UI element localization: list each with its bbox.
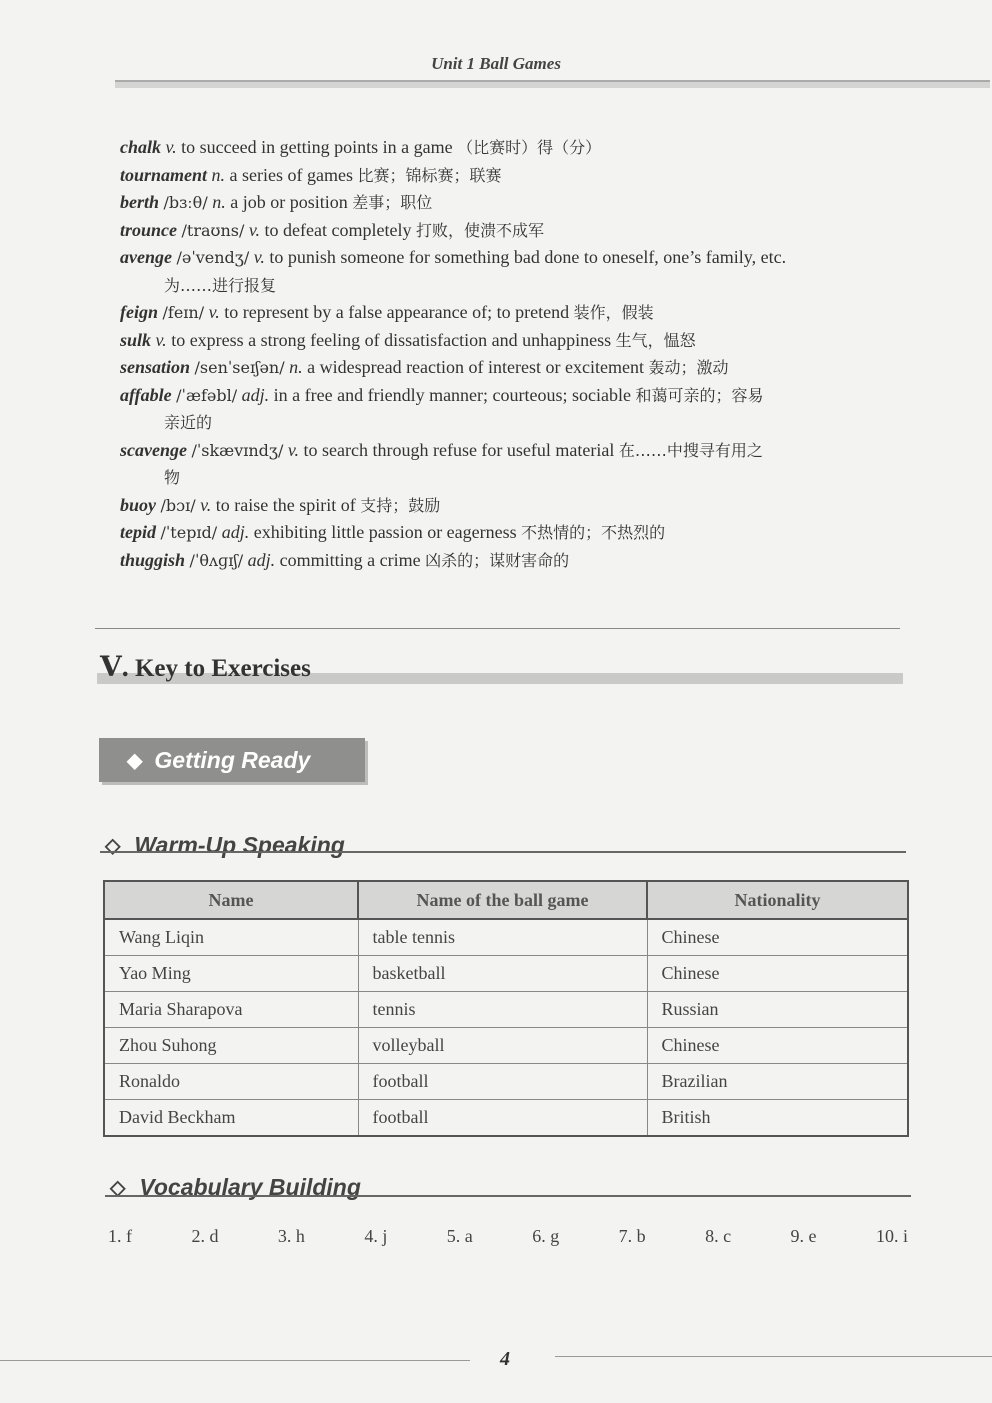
- answer-item: 8. c: [705, 1226, 732, 1246]
- ball-game-cell: football: [358, 1100, 647, 1137]
- table-header-row: [104, 881, 908, 919]
- table-row: [104, 992, 908, 1028]
- chinese-gloss: 轰动；激动: [648, 358, 729, 377]
- ball-game-cell: tennis: [358, 992, 647, 1028]
- nationality-cell: Chinese: [647, 1028, 908, 1064]
- outline-diamond-icon: ◇: [105, 835, 121, 857]
- headword: feign: [120, 302, 158, 322]
- table-row: [104, 919, 908, 956]
- headword: tournament: [120, 164, 208, 185]
- getting-ready-banner: [99, 738, 365, 782]
- part-of-speech: v.: [200, 494, 212, 515]
- answer-item: 3. h: [277, 1226, 305, 1246]
- part-of-speech: v.: [155, 329, 167, 350]
- part-of-speech: n.: [289, 357, 303, 377]
- warm-up-rule: [100, 851, 906, 853]
- definition: to punish someone for something bad done to oneself, one’s family, etc.: [269, 247, 787, 267]
- chinese-gloss: 和蔼可亲的；容易: [635, 385, 764, 405]
- chinese-gloss: 装作，假装: [573, 303, 654, 322]
- table-row: [104, 1100, 908, 1137]
- column-header-nationality: Nationality: [647, 881, 908, 919]
- ball-game-cell: table tennis: [358, 919, 647, 956]
- nationality-cell: British: [647, 1100, 908, 1137]
- chinese-gloss: 凶杀的；谋财害命的: [425, 550, 570, 570]
- warm-up-heading-text: Warm-Up Speaking: [134, 832, 345, 858]
- player-name-cell: Zhou Suhong: [104, 1028, 358, 1064]
- vocab-entry: [120, 492, 910, 520]
- player-name-cell: Wang Liqin: [104, 919, 358, 956]
- part-of-speech: v.: [287, 439, 299, 460]
- vocab-entry: [120, 437, 910, 492]
- column-header-name: Name: [104, 881, 358, 919]
- vocab-entry: [120, 299, 910, 327]
- pronunciation: /bɜːθ/: [163, 193, 208, 212]
- part-of-speech: adj.: [221, 522, 250, 542]
- headword: sulk: [120, 329, 152, 350]
- player-name-cell: Ronaldo: [104, 1064, 358, 1100]
- part-of-speech: adj.: [241, 384, 270, 405]
- footer-rule-right: [555, 1356, 992, 1357]
- part-of-speech: adj.: [247, 549, 276, 570]
- definition: a widespread reaction of interest or excitement: [307, 357, 644, 377]
- definition: in a free and friendly manner; courteous; sociable: [273, 384, 631, 405]
- chinese-gloss: （比赛时）得（分）: [457, 138, 602, 157]
- vocab-entry: [120, 519, 910, 547]
- getting-ready-label: Getting Ready: [154, 746, 311, 773]
- vocab-entry: [120, 327, 910, 355]
- vocabulary-list: [120, 134, 910, 574]
- chinese-gloss-continued: 物: [164, 468, 181, 487]
- player-name-cell: Yao Ming: [104, 956, 358, 992]
- footer-rule-left: [0, 1360, 470, 1361]
- filled-diamond-icon: ◆: [127, 749, 143, 772]
- part-of-speech: v.: [253, 247, 265, 267]
- ball-game-table: [103, 880, 909, 1137]
- definition: to represent by a false appearance of; to pretend: [224, 302, 570, 322]
- definition: to succeed in getting points in a game: [181, 137, 453, 157]
- answer-item: 1. f: [108, 1226, 132, 1246]
- definition: exhibiting little passion or eagerness: [253, 522, 517, 542]
- definition: a job or position: [230, 192, 348, 212]
- headword: thuggish: [120, 549, 186, 570]
- answer-item: 5. a: [446, 1226, 473, 1246]
- pronunciation: /traʊns/: [181, 220, 245, 240]
- nationality-cell: Chinese: [647, 956, 908, 992]
- pronunciation: /bɔɪ/: [160, 495, 196, 515]
- answer-item: 6. g: [532, 1226, 560, 1246]
- vocab-entry: [120, 217, 910, 245]
- headword: tepid: [120, 522, 156, 542]
- section-title-text: Key to Exercises: [134, 655, 311, 682]
- pronunciation: /ˈæfəbl/: [176, 385, 238, 405]
- vocabulary-building-heading-text: Vocabulary Building: [139, 1174, 361, 1200]
- chinese-gloss: 支持；鼓励: [360, 495, 441, 515]
- section-title: [100, 650, 311, 684]
- header-rule: [115, 80, 990, 88]
- chinese-gloss: 差事；职位: [352, 193, 433, 212]
- pronunciation: /senˈseɪʃən/: [194, 358, 285, 377]
- vocab-entry: [120, 189, 910, 217]
- outline-diamond-icon: ◇: [110, 1177, 126, 1199]
- definition: to raise the spirit of: [215, 494, 356, 515]
- answer-item: 7. b: [618, 1226, 646, 1246]
- chinese-gloss: 比赛；锦标赛；联赛: [357, 165, 502, 185]
- ball-game-cell: football: [358, 1064, 647, 1100]
- chinese-gloss-continued: 亲近的: [164, 413, 213, 432]
- chinese-gloss-continued: 为……进行报复: [164, 275, 277, 295]
- part-of-speech: n.: [211, 164, 226, 185]
- definition: a series of games: [229, 164, 353, 185]
- player-name-cell: David Beckham: [104, 1100, 358, 1137]
- headword: buoy: [120, 494, 156, 515]
- answer-item: 2. d: [191, 1226, 219, 1246]
- table-row: [104, 1064, 908, 1100]
- section-numeral: Ⅴ.: [100, 652, 129, 683]
- headword: berth: [120, 192, 160, 212]
- definition: to express a strong feeling of dissatisfaction and unhappiness: [171, 329, 612, 350]
- answer-item: 10. i: [875, 1226, 908, 1246]
- page-number: 4: [500, 1348, 510, 1370]
- nationality-cell: Chinese: [647, 919, 908, 956]
- player-name-cell: Maria Sharapova: [104, 992, 358, 1028]
- running-header: Unit 1 Ball Games: [431, 54, 561, 73]
- pronunciation: /ˈskævɪndʒ/: [191, 440, 284, 460]
- definition: to search through refuse for useful material: [303, 439, 615, 460]
- answer-key-row: [108, 1226, 908, 1247]
- chinese-gloss: 在……中搜寻有用之: [618, 440, 763, 460]
- headword: chalk: [120, 137, 162, 157]
- table-row: [104, 1028, 908, 1064]
- headword: sensation: [120, 357, 191, 377]
- section-divider: [95, 628, 900, 629]
- nationality-cell: Brazilian: [647, 1064, 908, 1100]
- vocab-entry: [120, 382, 910, 437]
- pronunciation: /əˈvendʒ/: [176, 248, 250, 267]
- vocab-entry: [120, 134, 910, 162]
- pronunciation: /ˈtepɪd/: [160, 523, 218, 542]
- headword: scavenge: [120, 439, 187, 460]
- vocab-entry: [120, 162, 910, 190]
- chinese-gloss: 生气，愠怒: [615, 330, 696, 350]
- pronunciation: /ˈθʌɡɪʃ/: [189, 550, 244, 570]
- table-row: [104, 956, 908, 992]
- headword: trounce: [120, 219, 178, 240]
- nationality-cell: Russian: [647, 992, 908, 1028]
- vocabulary-building-rule: [105, 1195, 911, 1197]
- definition: to defeat completely: [264, 219, 412, 240]
- vocab-entry: [120, 244, 910, 299]
- part-of-speech: v.: [208, 302, 220, 322]
- column-header-ball-game: Name of the ball game: [358, 881, 647, 919]
- part-of-speech: v.: [248, 219, 261, 240]
- vocab-entry: [120, 547, 910, 575]
- ball-game-cell: volleyball: [358, 1028, 647, 1064]
- ball-game-cell: basketball: [358, 956, 647, 992]
- chinese-gloss: 不热情的；不热烈的: [521, 523, 666, 542]
- answer-item: 4. j: [364, 1226, 388, 1246]
- part-of-speech: n.: [212, 192, 226, 212]
- headword: affable: [120, 384, 172, 405]
- definition: committing a crime: [279, 549, 421, 570]
- answer-item: 9. e: [790, 1226, 817, 1246]
- vocab-entry: [120, 354, 910, 382]
- pronunciation: /feɪn/: [162, 303, 205, 322]
- warm-up-heading: [105, 832, 345, 859]
- headword: avenge: [120, 247, 172, 267]
- part-of-speech: v.: [165, 137, 177, 157]
- chinese-gloss: 打败，使溃不成军: [415, 220, 544, 240]
